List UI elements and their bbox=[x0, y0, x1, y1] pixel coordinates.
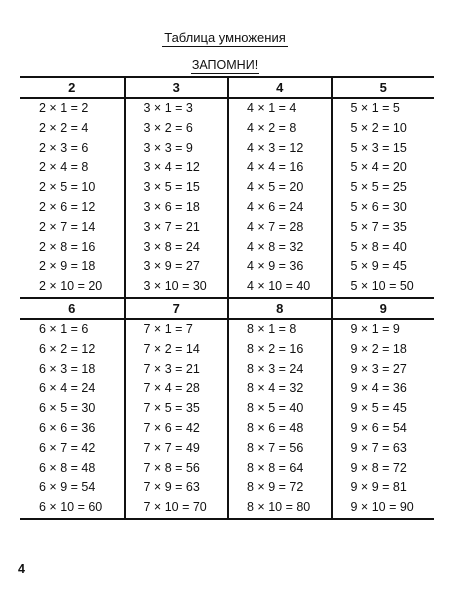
table-row: 3 × 3 = 9 bbox=[143, 140, 193, 155]
table-row: 2 × 3 = 6 bbox=[39, 140, 89, 155]
table-row: 3 × 9 = 27 bbox=[143, 259, 200, 274]
table-row: 4 × 2 = 8 bbox=[247, 120, 297, 135]
table-row: 8 × 2 = 16 bbox=[247, 341, 304, 356]
table-row: 8 × 8 = 64 bbox=[247, 460, 304, 475]
table-row: 3 × 7 = 21 bbox=[143, 219, 200, 234]
table-row: 3 × 8 = 24 bbox=[143, 239, 200, 254]
table-row: 2 × 8 = 16 bbox=[39, 239, 96, 254]
table-row: 6 × 5 = 30 bbox=[39, 401, 96, 416]
table-row: 2 × 1 = 2 bbox=[39, 101, 89, 115]
table-row: 3 × 10 = 30 bbox=[143, 279, 207, 294]
page-number: 4 bbox=[18, 562, 25, 576]
table-row: 7 × 1 = 7 bbox=[143, 321, 193, 336]
page-title-text: Таблица умножения bbox=[164, 30, 286, 45]
page-subtitle-text: ЗАПОМНИ! bbox=[191, 58, 259, 72]
table-column-2 bbox=[20, 78, 124, 297]
table-row: 6 × 9 = 54 bbox=[39, 480, 96, 495]
table-row: 5 × 9 = 45 bbox=[350, 259, 407, 274]
table-row: 4 × 8 = 32 bbox=[247, 239, 304, 254]
table-column-7 bbox=[124, 299, 228, 518]
table-column-4 bbox=[227, 78, 331, 297]
table-block-bottom bbox=[20, 297, 434, 518]
column-header: 6 bbox=[20, 299, 124, 320]
table-row: 6 × 1 = 6 bbox=[39, 321, 89, 336]
table-row: 5 × 4 = 20 bbox=[350, 160, 407, 175]
table-row: 6 × 8 = 48 bbox=[39, 460, 96, 475]
table-row: 6 × 2 = 12 bbox=[39, 341, 96, 356]
table-row: 9 × 2 = 18 bbox=[350, 341, 407, 356]
table-row: 2 × 9 = 18 bbox=[39, 259, 96, 274]
table-row: 5 × 2 = 10 bbox=[350, 120, 407, 135]
table-row: 5 × 8 = 40 bbox=[350, 239, 407, 254]
table-row: 9 × 7 = 63 bbox=[350, 440, 407, 455]
table-row: 8 × 4 = 32 bbox=[247, 381, 304, 396]
page-subtitle bbox=[0, 57, 450, 73]
column-header: 4 bbox=[229, 78, 331, 99]
table-row: 2 × 7 = 14 bbox=[39, 219, 96, 234]
table-row: 8 × 3 = 24 bbox=[247, 361, 304, 376]
table-row: 5 × 3 = 15 bbox=[350, 140, 407, 155]
table-row: 9 × 9 = 81 bbox=[350, 480, 407, 495]
table-row: 9 × 3 = 27 bbox=[350, 361, 407, 376]
table-block-top bbox=[20, 78, 434, 297]
table-row: 8 × 7 = 56 bbox=[247, 440, 304, 455]
table-row: 5 × 10 = 50 bbox=[350, 279, 414, 294]
table-row: 6 × 7 = 42 bbox=[39, 440, 96, 455]
table-row: 3 × 6 = 18 bbox=[143, 199, 200, 214]
table-column-8 bbox=[227, 299, 331, 518]
table-row: 4 × 1 = 4 bbox=[247, 101, 297, 115]
table-row: 4 × 5 = 20 bbox=[247, 180, 304, 195]
table-row: 9 × 5 = 45 bbox=[350, 401, 407, 416]
table-row: 7 × 5 = 35 bbox=[143, 401, 200, 416]
table-row: 7 × 2 = 14 bbox=[143, 341, 200, 356]
column-header: 8 bbox=[229, 299, 331, 320]
column-header: 7 bbox=[126, 299, 228, 320]
table-column-9 bbox=[331, 299, 435, 518]
table-row: 6 × 4 = 24 bbox=[39, 381, 96, 396]
table-row: 3 × 1 = 3 bbox=[143, 101, 193, 115]
table-row: 6 × 10 = 60 bbox=[39, 500, 103, 515]
table-row: 8 × 1 = 8 bbox=[247, 321, 297, 336]
table-row: 7 × 3 = 21 bbox=[143, 361, 200, 376]
table-row: 2 × 6 = 12 bbox=[39, 199, 96, 214]
table-row: 2 × 2 = 4 bbox=[39, 120, 89, 135]
table-row: 7 × 6 = 42 bbox=[143, 420, 200, 435]
table-row: 8 × 10 = 80 bbox=[247, 500, 311, 515]
page-title bbox=[0, 30, 450, 46]
table-row: 4 × 6 = 24 bbox=[247, 199, 304, 214]
column-header: 3 bbox=[126, 78, 228, 99]
table-row: 9 × 6 = 54 bbox=[350, 420, 407, 435]
table-row: 5 × 5 = 25 bbox=[350, 180, 407, 195]
table-row: 9 × 8 = 72 bbox=[350, 460, 407, 475]
multiplication-grid bbox=[20, 76, 434, 520]
table-row: 4 × 4 = 16 bbox=[247, 160, 304, 175]
table-row: 8 × 9 = 72 bbox=[247, 480, 304, 495]
table-row: 2 × 4 = 8 bbox=[39, 160, 89, 175]
table-row: 6 × 6 = 36 bbox=[39, 420, 96, 435]
table-row: 7 × 9 = 63 bbox=[143, 480, 200, 495]
table-row: 2 × 10 = 20 bbox=[39, 279, 103, 294]
table-column-5 bbox=[331, 78, 435, 297]
table-row: 8 × 6 = 48 bbox=[247, 420, 304, 435]
table-row: 8 × 5 = 40 bbox=[247, 401, 304, 416]
table-row: 5 × 1 = 5 bbox=[350, 101, 400, 115]
table-row: 5 × 7 = 35 bbox=[350, 219, 407, 234]
table-column-6 bbox=[20, 299, 124, 518]
table-row: 4 × 9 = 36 bbox=[247, 259, 304, 274]
table-row: 9 × 1 = 9 bbox=[350, 321, 400, 336]
table-row: 7 × 7 = 49 bbox=[143, 440, 200, 455]
table-row: 2 × 5 = 10 bbox=[39, 180, 96, 195]
table-row: 4 × 10 = 40 bbox=[247, 279, 311, 294]
column-header: 9 bbox=[333, 299, 435, 320]
table-row: 4 × 3 = 12 bbox=[247, 140, 304, 155]
column-header: 5 bbox=[333, 78, 435, 99]
table-row: 6 × 3 = 18 bbox=[39, 361, 96, 376]
column-header: 2 bbox=[20, 78, 124, 99]
table-column-3 bbox=[124, 78, 228, 297]
table-row: 5 × 6 = 30 bbox=[350, 199, 407, 214]
table-row: 9 × 4 = 36 bbox=[350, 381, 407, 396]
table-row: 3 × 5 = 15 bbox=[143, 180, 200, 195]
table-row: 7 × 4 = 28 bbox=[143, 381, 200, 396]
table-row: 7 × 10 = 70 bbox=[143, 500, 207, 515]
table-row: 9 × 10 = 90 bbox=[350, 500, 414, 515]
table-row: 3 × 4 = 12 bbox=[143, 160, 200, 175]
table-row: 7 × 8 = 56 bbox=[143, 460, 200, 475]
table-row: 3 × 2 = 6 bbox=[143, 120, 193, 135]
table-row: 4 × 7 = 28 bbox=[247, 219, 304, 234]
